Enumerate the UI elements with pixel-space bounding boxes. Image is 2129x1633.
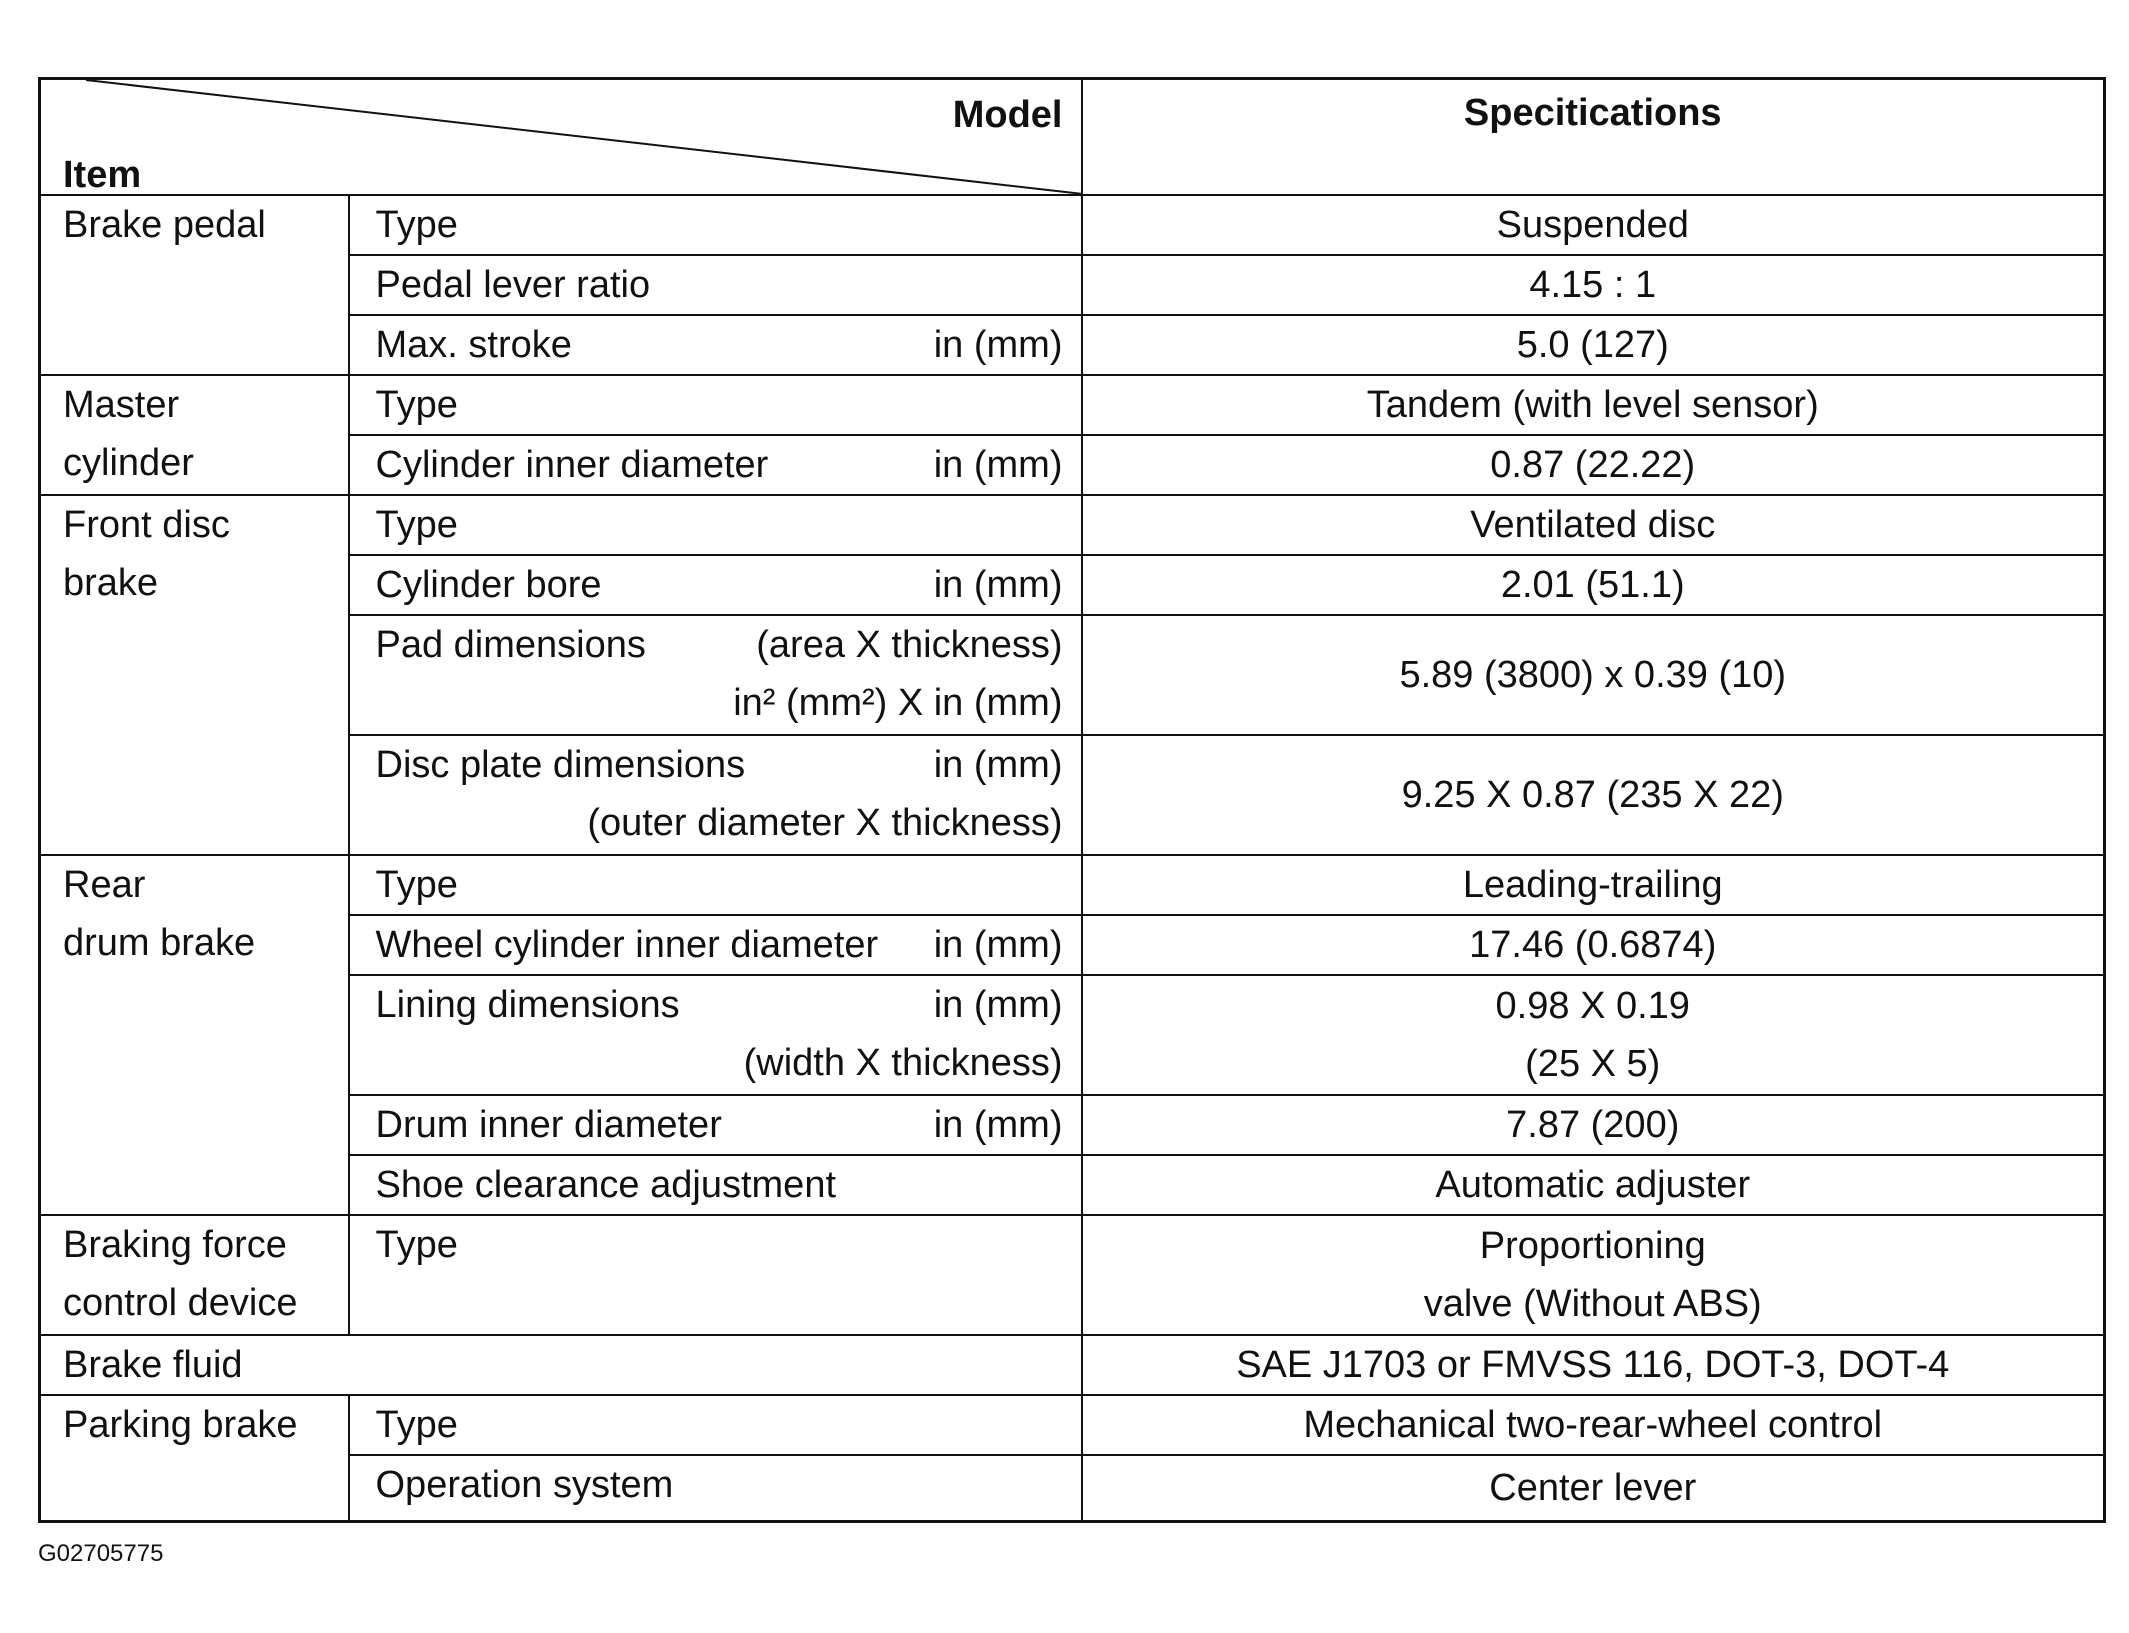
group-rear-drum-brake — [40, 855, 349, 1215]
parking-brake-type-spec: Mechanical two-rear-wheel control — [1082, 1395, 2105, 1455]
pad-dimensions-cell — [349, 615, 1082, 735]
master-cylinder-type: Type — [349, 375, 1082, 435]
table-row — [40, 315, 2105, 375]
drum-inner-diameter-label: Drum inner diameter — [375, 1104, 722, 1146]
table-header-row — [40, 79, 2105, 196]
group-rear-drum-line2: drum brake — [63, 922, 256, 964]
lining-dimensions-note: (width X thickness) — [743, 1042, 1063, 1084]
brake-specifications-table — [38, 77, 2106, 1523]
disc-plate-dimensions-label: Disc plate dimensions — [375, 744, 746, 786]
brake-fluid-spec: SAE J1703 or FMVSS 116, DOT-3, DOT-4 — [1082, 1335, 2105, 1395]
brake-pedal-type: Type — [349, 195, 1082, 255]
group-master-cylinder-line1: Master — [63, 384, 180, 426]
drum-inner-diameter-unit: in (mm) — [933, 1104, 1063, 1146]
master-cylinder-type-spec: Tandem (with level sensor) — [1082, 375, 2105, 435]
table-row — [40, 1095, 2105, 1155]
table-row — [40, 375, 2105, 435]
operation-system: Operation system — [349, 1455, 1082, 1521]
table-row — [40, 615, 2105, 735]
table-row — [40, 1215, 2105, 1335]
header-model: Model — [952, 94, 1063, 136]
lining-dimensions-spec-line2: (25 X 5) — [1525, 1043, 1661, 1085]
max-stroke-label: Max. stroke — [375, 324, 572, 366]
lining-dimensions-cell — [349, 975, 1082, 1095]
parking-brake-type: Type — [349, 1395, 1082, 1455]
group-front-disc-line1: Front disc — [63, 504, 230, 546]
lining-dimensions-unit: in (mm) — [933, 984, 1063, 1026]
pad-dimensions-label: Pad dimensions — [375, 624, 646, 666]
group-braking-force-line2: control device — [63, 1282, 298, 1324]
braking-force-spec-line1: Proportioning — [1479, 1225, 1706, 1267]
pad-dimensions-spec: 5.89 (3800) x 0.39 (10) — [1082, 615, 2105, 735]
braking-force-spec — [1082, 1215, 2105, 1335]
cylinder-inner-diameter-cell — [349, 435, 1082, 495]
cylinder-inner-diameter-unit: in (mm) — [933, 444, 1063, 486]
table-row — [40, 255, 2105, 315]
table-row — [40, 555, 2105, 615]
group-parking-brake: Parking brake — [40, 1395, 349, 1521]
pedal-lever-ratio-spec: 4.15 : 1 — [1082, 255, 2105, 315]
wheel-cylinder-diameter-cell — [349, 915, 1082, 975]
group-front-disc-brake — [40, 495, 349, 855]
front-disc-type: Type — [349, 495, 1082, 555]
group-brake-pedal: Brake pedal — [40, 195, 349, 375]
drum-inner-diameter-cell — [349, 1095, 1082, 1155]
wheel-cylinder-diameter-spec: 17.46 (0.6874) — [1082, 915, 2105, 975]
header-specifications: Specitications — [1082, 79, 2105, 196]
table-row — [40, 1395, 2105, 1455]
header-item-model-cell — [40, 79, 1082, 196]
group-brake-fluid: Brake fluid — [40, 1335, 1082, 1395]
figure-caption-code: G02705775 — [38, 1540, 164, 1567]
front-disc-type-spec: Ventilated disc — [1082, 495, 2105, 555]
disc-plate-dimensions-spec: 9.25 X 0.87 (235 X 22) — [1082, 735, 2105, 855]
cylinder-inner-diameter-label: Cylinder inner diameter — [375, 444, 769, 486]
wheel-cylinder-diameter-unit: in (mm) — [933, 924, 1063, 966]
header-diagonal-line — [41, 80, 1083, 194]
max-stroke-spec: 5.0 (127) — [1082, 315, 2105, 375]
pad-dimensions-unit: in² (mm²) X in (mm) — [733, 682, 1063, 724]
cylinder-bore-label: Cylinder bore — [375, 564, 602, 606]
pad-dimensions-note: (area X thickness) — [756, 624, 1063, 666]
cylinder-inner-diameter-spec: 0.87 (22.22) — [1082, 435, 2105, 495]
header-item: Item — [63, 154, 142, 196]
drum-inner-diameter-spec: 7.87 (200) — [1082, 1095, 2105, 1155]
table-row — [40, 975, 2105, 1095]
table-row — [40, 495, 2105, 555]
group-braking-force-line1: Braking force — [63, 1224, 287, 1266]
cylinder-bore-cell — [349, 555, 1082, 615]
table-row — [40, 915, 2105, 975]
table-row — [40, 855, 2105, 915]
brake-pedal-type-spec: Suspended — [1082, 195, 2105, 255]
disc-plate-dimensions-unit: in (mm) — [933, 744, 1063, 786]
braking-force-type: Type — [349, 1215, 1082, 1335]
operation-system-spec: Center lever — [1082, 1455, 2105, 1521]
table-row — [40, 1155, 2105, 1215]
lining-dimensions-label: Lining dimensions — [375, 984, 680, 1026]
group-braking-force-control — [40, 1215, 349, 1335]
table-row — [40, 1455, 2105, 1521]
table-row — [40, 1335, 2105, 1395]
max-stroke-cell — [349, 315, 1082, 375]
rear-drum-type: Type — [349, 855, 1082, 915]
group-rear-drum-line1: Rear — [63, 864, 146, 906]
table-row — [40, 735, 2105, 855]
table-row — [40, 195, 2105, 255]
shoe-clearance-adjustment: Shoe clearance adjustment — [349, 1155, 1082, 1215]
cylinder-bore-spec: 2.01 (51.1) — [1082, 555, 2105, 615]
group-front-disc-line2: brake — [63, 562, 159, 604]
max-stroke-unit: in (mm) — [933, 324, 1063, 366]
pedal-lever-ratio: Pedal lever ratio — [349, 255, 1082, 315]
table-row — [40, 435, 2105, 495]
braking-force-spec-line2: valve (Without ABS) — [1423, 1283, 1762, 1325]
group-master-cylinder — [40, 375, 349, 495]
rear-drum-type-spec: Leading-trailing — [1082, 855, 2105, 915]
shoe-clearance-adjustment-spec: Automatic adjuster — [1082, 1155, 2105, 1215]
disc-plate-dimensions-cell — [349, 735, 1082, 855]
wheel-cylinder-diameter-label: Wheel cylinder inner diameter — [375, 924, 879, 966]
cylinder-bore-unit: in (mm) — [933, 564, 1063, 606]
disc-plate-dimensions-note: (outer diameter X thickness) — [587, 802, 1063, 844]
lining-dimensions-spec — [1082, 975, 2105, 1095]
group-master-cylinder-line2: cylinder — [63, 442, 194, 484]
lining-dimensions-spec-line1: 0.98 X 0.19 — [1495, 985, 1690, 1027]
